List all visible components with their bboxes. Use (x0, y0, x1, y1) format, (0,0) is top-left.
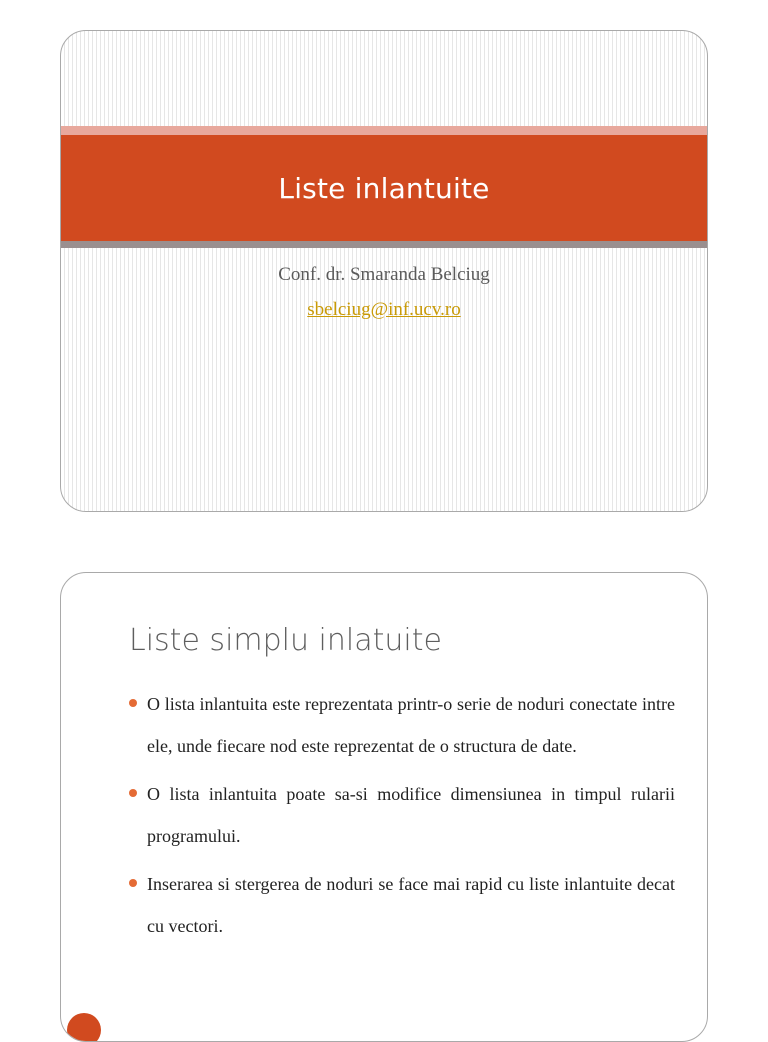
bullet-list (129, 683, 675, 953)
bullet-dot-icon (129, 789, 137, 797)
title-slide (60, 30, 708, 512)
bullet-item (129, 683, 675, 767)
bullet-dot-icon (129, 879, 137, 887)
slide-number-badge (67, 1013, 101, 1042)
content-slide-title: Liste simplu inlatuite (129, 623, 442, 658)
bullet-text: O lista inlantuita poate sa-si modifice dimensiunea in timpul rularii programului. (147, 784, 675, 846)
title-stripe-light (61, 126, 707, 135)
content-slide (60, 572, 708, 1042)
bullet-text: Inserarea si stergerea de noduri se face mai rapid cu liste inlantuite decat cu vectori. (147, 874, 675, 936)
bullet-item (129, 863, 675, 947)
title-band (61, 135, 707, 241)
author-name: Conf. dr. Smaranda Belciug (278, 264, 490, 285)
bullet-dot-icon (129, 699, 137, 707)
bullet-item (129, 773, 675, 857)
title-stripe-dark (61, 241, 707, 248)
bullet-text: O lista inlantuita este reprezentata printr-o serie de noduri conectate intre ele, unde fiecare nod este reprezentat de o structura de date. (147, 694, 675, 756)
author-email (61, 299, 707, 321)
email-link[interactable]: sbelciug@inf.ucv.ro (307, 299, 461, 320)
slide-title: Liste inlantuite (278, 171, 490, 205)
